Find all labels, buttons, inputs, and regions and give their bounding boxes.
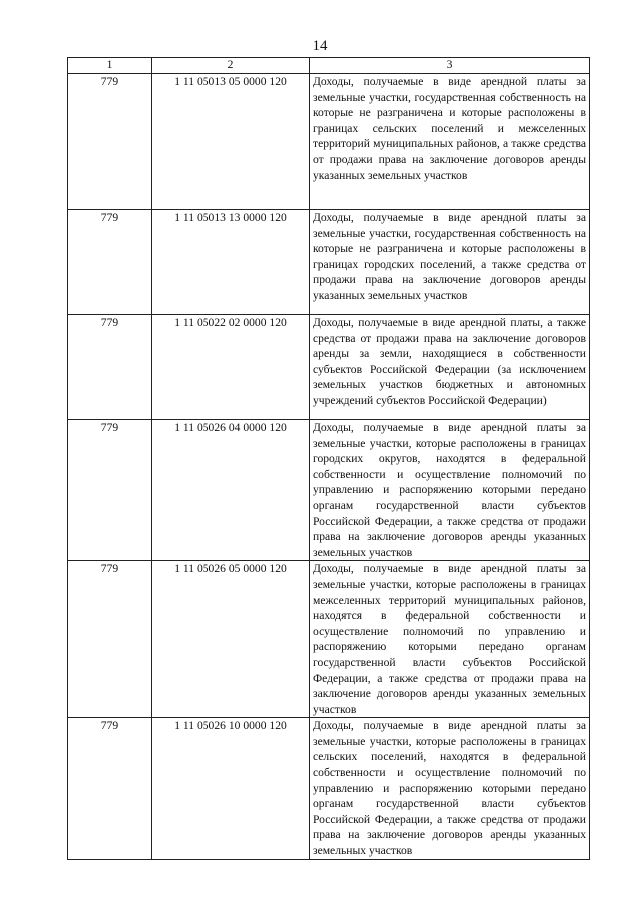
table-row [68,74,590,210]
admin-code-cell: 779 [68,561,152,718]
revenue-description-cell [310,561,590,718]
admin-code-cell: 779 [68,210,152,315]
revenue-description-cell [310,210,590,315]
revenue-description-cell [310,315,590,420]
revenue-description-cell [310,420,590,561]
table-header-row [68,58,590,74]
column-header: 3 [310,58,590,74]
revenue-description: Доходы, получаемые в виде арендной платы за земельные участки, которые расположены в границах городских округов, находятся в федеральной собственности и осуществление полномочий по управлению и распоряжению которыми передано органам государственной власти субъектов Российской Федерации, а также средства от продажи права на заключение договоров аренды указанных земельных участков [313,421,586,559]
admin-code-cell: 779 [68,315,152,420]
revenue-description: Доходы, получаемые в виде арендной платы за земельные участки, которые расположены в границах межселенных территорий муниципальных районов, находятся в федеральной собственности и осуществление полномочий по управлению и распоряжению которыми передано органам государственной власти субъектов Российской Федерации, а также средства от продажи права на заключение договоров аренды указанных земельных участков [313,562,586,716]
revenue-code-cell: 1 11 05022 02 0000 120 [152,315,310,420]
revenue-description: Доходы, получаемые в виде арендной платы за земельные участки, государственная собственность на которые не разграничена и которые расположены в границах городских поселений, а также средства от продажи права на заключение договоров аренды указанных земельных участков [313,211,586,302]
revenue-code-cell: 1 11 05026 05 0000 120 [152,561,310,718]
revenue-code-cell: 1 11 05026 04 0000 120 [152,420,310,561]
revenue-code-cell: 1 11 05013 13 0000 120 [152,210,310,315]
page-number: 14 [312,38,328,54]
revenue-description: Доходы, получаемые в виде арендной платы за земельные участки, которые расположены в границах сельских поселений, находятся в федеральной собственности и осуществление полномочий по управлению и распоряжению которыми передано органам государственной власти субъектов Российской Федерации, а также средства от продажи права на заключение договоров аренды указанных земельных участков [313,719,586,858]
table-row [68,561,590,718]
column-header: 2 [152,58,310,74]
revenue-code-cell: 1 11 05013 05 0000 120 [152,74,310,210]
table-row [68,315,590,420]
column-header: 1 [68,58,152,74]
table-row [68,718,590,859]
revenue-description-cell [310,718,590,859]
revenue-description: Доходы, получаемые в виде арендной платы за земельные участки, государственная собственность на которые не разграничена и которые расположены в границах сельских поселений и межселенных территорий муниципальных районов, а также средства от продажи права на заключение договоров аренды указанных земельных участков [313,75,586,182]
admin-code-cell: 779 [68,74,152,210]
revenue-code-cell: 1 11 05026 10 0000 120 [152,718,310,859]
revenue-description-cell [310,74,590,210]
table-row [68,210,590,315]
revenue-codes-table [67,57,590,860]
revenue-description: Доходы, получаемые в виде арендной платы, а также средства от продажи права на заключение договоров аренды за земли, находящиеся в собственности субъектов Российской Федерации (за исключением земельных участков бюджетных и автономных учреждений субъектов Российской Федерации) [313,316,586,407]
admin-code-cell: 779 [68,718,152,859]
table-row [68,420,590,561]
admin-code-cell: 779 [68,420,152,561]
